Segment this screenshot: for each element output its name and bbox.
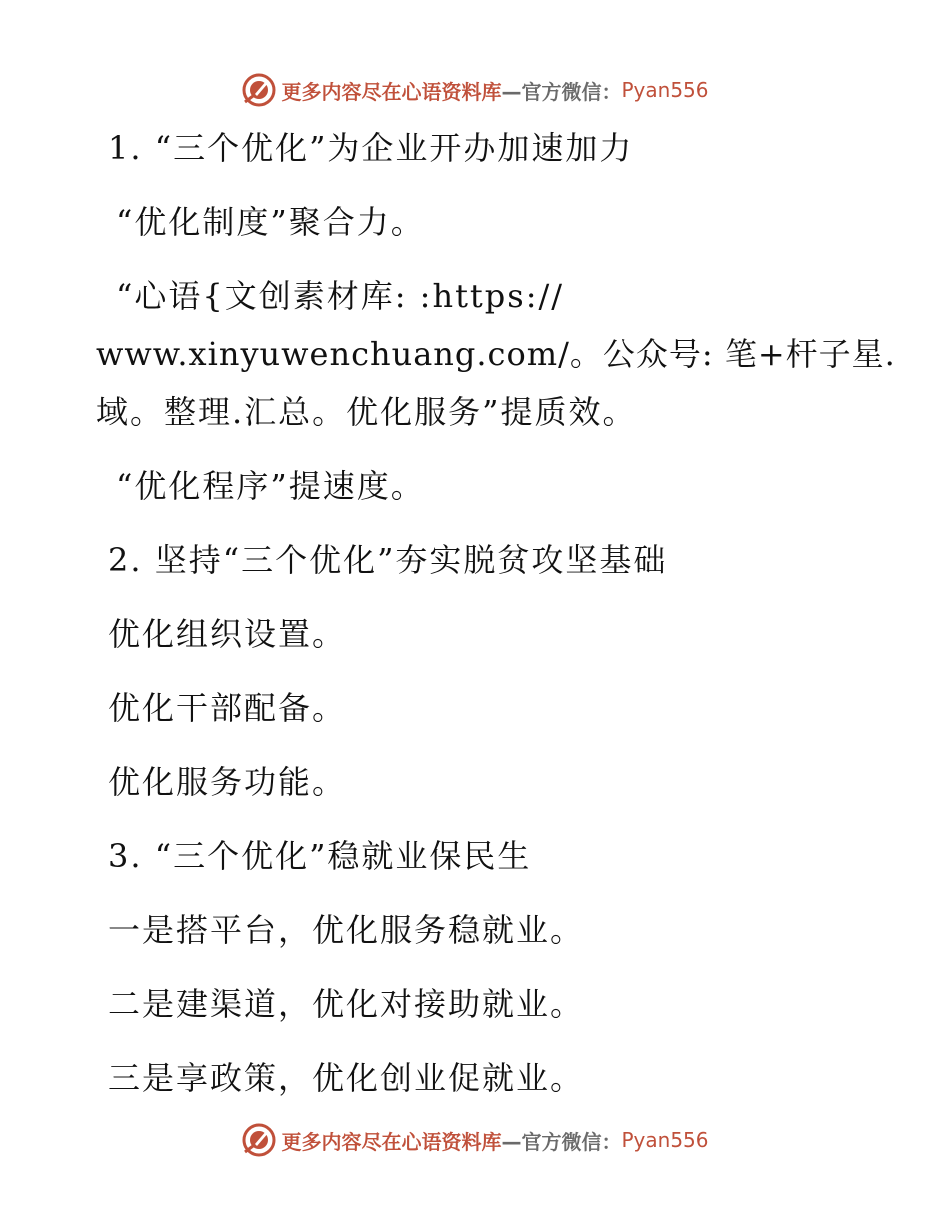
heading-2: 2. 坚持“三个优化”夯实脱贫攻坚基础 (108, 541, 668, 579)
paragraph-line: “优化制度”聚合力。 (116, 203, 425, 241)
paragraph-line: 一是搭平台，优化服务稳就业。 (108, 911, 585, 949)
watermark-wechat-id: Pyan556 (621, 1128, 709, 1152)
watermark-wechat-id: Pyan556 (621, 78, 709, 102)
paragraph-line: 优化干部配备。 (108, 689, 347, 727)
paragraph-line: “心语{文创素材库: :https:// (116, 277, 565, 315)
watermark-dash-text: —官方微信： (501, 79, 622, 104)
paragraph-line: 优化服务功能。 (108, 763, 347, 801)
watermark-main-text: 更多内容尽在心语资料库 (281, 1129, 502, 1154)
watermark-dash-text: —官方微信： (501, 1129, 622, 1154)
heading-3: 3. “三个优化”稳就业保民生 (108, 837, 532, 875)
paragraph-line: “优化程序”提速度。 (116, 467, 425, 505)
paragraph-line: 优化组织设置。 (108, 615, 347, 653)
quill-seal-icon (241, 72, 277, 108)
header-watermark (0, 68, 950, 112)
footer-watermark (0, 1118, 950, 1162)
paragraph-line: 二是建渠道，优化对接助就业。 (108, 985, 585, 1023)
paragraph-line: 域。整理.汇总。优化服务”提质效。 (96, 393, 637, 431)
heading-1: 1. “三个优化”为企业开办加速加力 (108, 129, 634, 167)
quill-seal-icon (241, 1122, 277, 1158)
paragraph-line: 三是享政策，优化创业促就业。 (108, 1059, 585, 1097)
paragraph-line: www.xinyuwenchuang.com/。公众号: 笔+杆子星. (96, 335, 896, 373)
watermark-main-text: 更多内容尽在心语资料库 (281, 79, 502, 104)
